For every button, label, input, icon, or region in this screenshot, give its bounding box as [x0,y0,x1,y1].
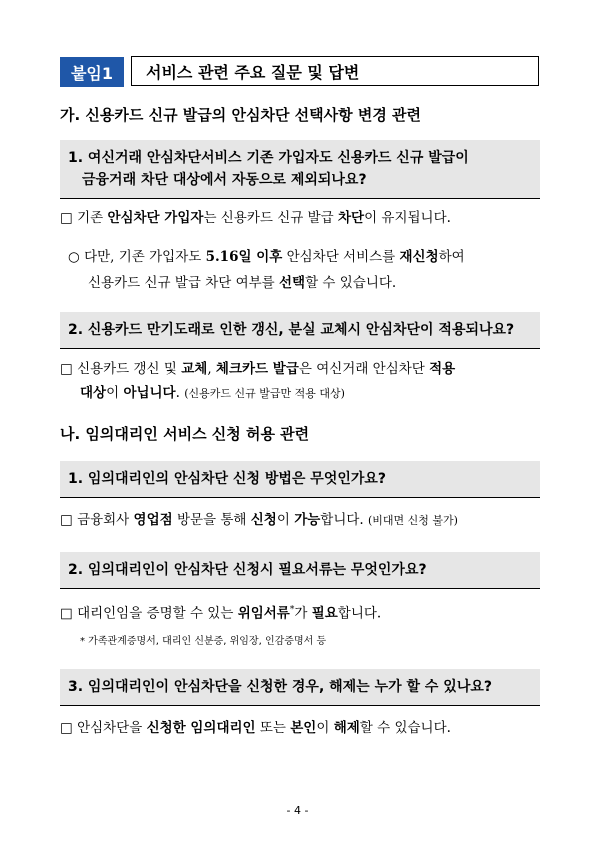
answer-text: 이 유지됩니다. [364,210,451,226]
checkbox-bullet-icon: □ [60,720,73,736]
answer-text: 할 수 있습니다. [359,720,451,736]
checkbox-bullet-icon: □ [60,361,73,377]
question-box-2 [60,312,540,349]
answer-text: 다만, 기존 가입자도 [84,249,206,265]
checkbox-bullet-icon: □ [60,512,73,528]
answer-text: 합니다. [337,605,382,622]
page-number: - 4 - [286,804,309,817]
answer-text: 합니다. [320,512,368,528]
answer-emphasis: 적용 [429,361,456,377]
checkbox-bullet-icon: □ [60,210,73,226]
attachment-badge: 붙임1 [60,57,124,87]
answer-emphasis: 안심차단 가입자 [107,210,204,226]
answer-text: 이 [316,720,334,736]
answer-text: 이 [106,385,124,401]
question-line: 3. 임의대리인이 안심차단을 신청한 경우, 해제는 누가 할 수 있나요? [68,679,492,695]
answer-text: 금융회사 [77,512,134,528]
answer-emphasis: 본인 [290,720,317,736]
answer-text: 신용카드 신규 발급 차단 여부를 [88,275,279,291]
answer-emphasis: 체크카드 발급 [215,361,299,377]
section-heading-proxy: 나. 임의대리인 서비스 신청 허용 관련 [60,425,310,443]
answer-text: 이 [276,512,295,528]
answer-emphasis: 선택 [279,275,306,291]
answer-emphasis: 아닙니다 [123,385,176,401]
answer-text: 안심차단 서비스를 [282,249,400,265]
question-line: 금융거래 차단 대상에서 자동으로 제외되나요? [82,172,367,188]
answer-text: 안심차단을 [77,720,147,736]
answer-3 [60,508,540,533]
answer-emphasis: 신청한 임의대리인 [146,720,256,736]
answer-text: 하여 [438,249,465,265]
answer-text: 방문을 통해 [172,512,251,528]
answer-text: 신용카드 갱신 및 [77,361,182,377]
answer-1-sub [68,244,540,296]
answer-text: , [207,361,216,377]
answer-text: 또는 [255,720,291,736]
answer-text: 할 수 있습니다. [305,275,397,291]
answer-emphasis: 재신청 [399,249,439,265]
question-line: 2. 임의대리인이 안심차단 신청시 필요서류는 무엇인가요? [68,562,427,578]
answer-1 [60,206,540,230]
question-line: 1. 여신거래 안심차단서비스 기존 가입자도 신용카드 신규 발급이 [68,150,469,166]
page-title-text: 서비스 관련 주요 질문 및 답변 [146,62,360,82]
answer-emphasis: 5.16일 이후 [205,249,283,265]
checkbox-bullet-icon: □ [60,605,73,622]
answer-text: . [175,385,185,401]
footnote: * 가족관계증명서, 대리인 신분증, 위임장, 인감증명서 등 [80,636,327,647]
question-box-1 [60,140,540,199]
answer-emphasis: 해제 [333,720,360,736]
answer-text: 대리인임을 증명할 수 있는 [77,605,238,622]
question-box-5 [60,669,540,706]
answer-emphasis: 필요 [311,605,338,622]
footnote-marker: * [289,605,295,615]
answer-text: 는 신용카드 신규 발급 [203,210,338,226]
question-line: 1. 임의대리인의 안심차단 신청 방법은 무엇인가요? [68,471,387,487]
question-box-3 [60,461,540,498]
question-box-4 [60,552,540,589]
answer-emphasis: 대상 [80,385,107,401]
answer-5 [60,716,540,740]
answer-2 [60,357,540,406]
answer-emphasis: 차단 [337,210,365,226]
answer-emphasis: 교체 [181,361,208,377]
answer-text: 가 [294,605,312,622]
answer-4 [60,598,540,626]
answer-emphasis: 신청 [250,512,277,528]
answer-text: 은 여신거래 안심차단 [298,361,430,377]
circle-bullet-icon: ○ [68,249,80,265]
answer-note: (비대면 신청 불가) [368,514,458,527]
answer-emphasis: 위임서류 [237,605,290,622]
question-line: 2. 신용카드 만기도래로 인한 갱신, 분실 교체시 안심차단이 적용되나요? [68,322,515,338]
answer-emphasis: 가능 [294,512,321,528]
answer-note: (신용카드 신규 발급만 적용 대상) [184,387,345,400]
answer-emphasis: 영업점 [133,512,173,528]
page-title [131,56,539,86]
answer-text: 기존 [77,210,108,226]
section-heading-card: 가. 신용카드 신규 발급의 안심차단 선택사항 변경 관련 [60,106,422,124]
